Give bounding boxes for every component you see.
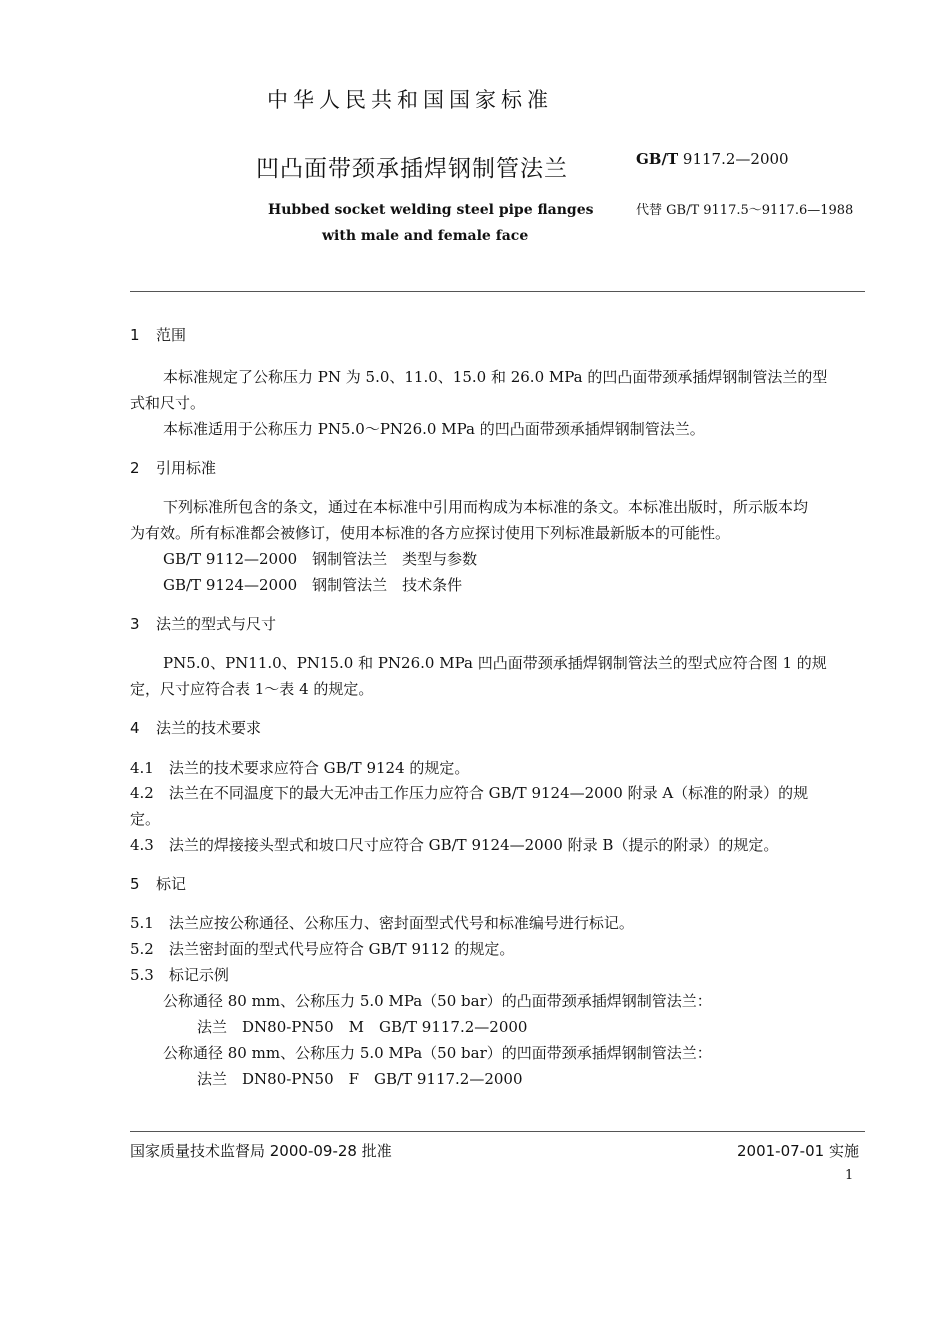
national-standard-label: 中华人民共和国国家标准 [267, 88, 553, 112]
paragraph-line: 下列标准所包含的条文，通过在本标准中引用而构成为本标准的条文。本标准出版时，所示版本均 [163, 498, 809, 516]
approval-note: 国家质量技术监督局 2000-09-28 批准 [130, 1142, 392, 1160]
section-1-heading [130, 324, 186, 345]
paragraph-line: PN5.0、PN11.0、PN15.0 和 PN26.0 MPa 凹凸面带颈承插焊钢制管法兰的型式应符合图 1 的规 [163, 654, 827, 672]
section-4-heading [130, 717, 261, 738]
paragraph-line: 为有效。所有标准都会被修订，使用本标准的各方应探讨使用下列标准最新版本的可能性。 [130, 524, 731, 542]
section-number: 2 [130, 459, 140, 477]
reference-item: GB/T 9124—2000 钢制管法兰 技术条件 [163, 576, 463, 594]
section-number: 3 [130, 615, 140, 633]
effective-date: 2001-07-01 实施 [737, 1142, 859, 1160]
clause-5-1: 5.1 法兰应按公称通径、公称压力、密封面型式代号和标准编号进行标记。 [130, 914, 634, 932]
section-number: 4 [130, 719, 140, 737]
standard-number [636, 150, 789, 168]
section-5-heading [130, 873, 186, 894]
clause-4-3: 4.3 法兰的焊接接头型式和坡口尺寸应符合 GB/T 9124—2000 附录 B（提示的附录）的规定。 [130, 836, 779, 854]
section-title: 标记 [156, 875, 187, 893]
standard-code: 9117.2—2000 [682, 150, 789, 168]
clause-4-2-continued: 定。 [130, 810, 161, 828]
section-title: 法兰的技术要求 [156, 719, 262, 737]
footer-divider [130, 1131, 865, 1132]
replaces-note: 代替 GB/T 9117.5～9117.6—1988 [636, 203, 854, 218]
standard-prefix: GB/T [636, 150, 679, 168]
marking-example-code: 法兰 DN80-PN50 F GB/T 9117.2—2000 [197, 1070, 523, 1088]
english-title-line-1: Hubbed socket welding steel pipe flanges [268, 202, 594, 218]
paragraph-line: 本标准适用于公称压力 PN5.0～PN26.0 MPa 的凹凸面带颈承插焊钢制管法兰。 [163, 420, 705, 438]
clause-5-3: 5.3 标记示例 [130, 966, 229, 984]
paragraph-line: 式和尺寸。 [130, 394, 206, 412]
marking-example-description: 公称通径 80 mm、公称压力 5.0 MPa（50 bar）的凹面带颈承插焊钢制管法兰： [163, 1044, 712, 1062]
section-3-heading [130, 613, 276, 634]
clause-4-1: 4.1 法兰的技术要求应符合 GB/T 9124 的规定。 [130, 759, 470, 777]
clause-4-2: 4.2 法兰在不同温度下的最大无冲击工作压力应符合 GB/T 9124—2000 附录 A（标准的附录）的规 [130, 784, 809, 802]
reference-item: GB/T 9112—2000 钢制管法兰 类型与参数 [163, 550, 478, 568]
section-title: 范围 [156, 326, 187, 344]
page-title: 凹凸面带颈承插焊钢制管法兰 [256, 156, 568, 182]
english-title-line-2: with male and female face [322, 228, 529, 244]
section-number: 1 [130, 326, 140, 344]
marking-example-description: 公称通径 80 mm、公称压力 5.0 MPa（50 bar）的凸面带颈承插焊钢制管法兰： [163, 992, 712, 1010]
section-title: 法兰的型式与尺寸 [156, 615, 277, 633]
paragraph-line: 本标准规定了公称压力 PN 为 5.0、11.0、15.0 和 26.0 MPa 的凹凸面带颈承插焊钢制管法兰的型 [163, 368, 828, 386]
marking-example-code: 法兰 DN80-PN50 M GB/T 9117.2—2000 [197, 1018, 528, 1036]
paragraph-line: 定，尺寸应符合表 1～表 4 的规定。 [130, 680, 374, 698]
page-number: 1 [845, 1168, 854, 1183]
section-number: 5 [130, 875, 140, 893]
header-divider [130, 291, 865, 292]
section-title: 引用标准 [156, 459, 217, 477]
clause-5-2: 5.2 法兰密封面的型式代号应符合 GB/T 9112 的规定。 [130, 940, 515, 958]
section-2-heading [130, 457, 216, 478]
